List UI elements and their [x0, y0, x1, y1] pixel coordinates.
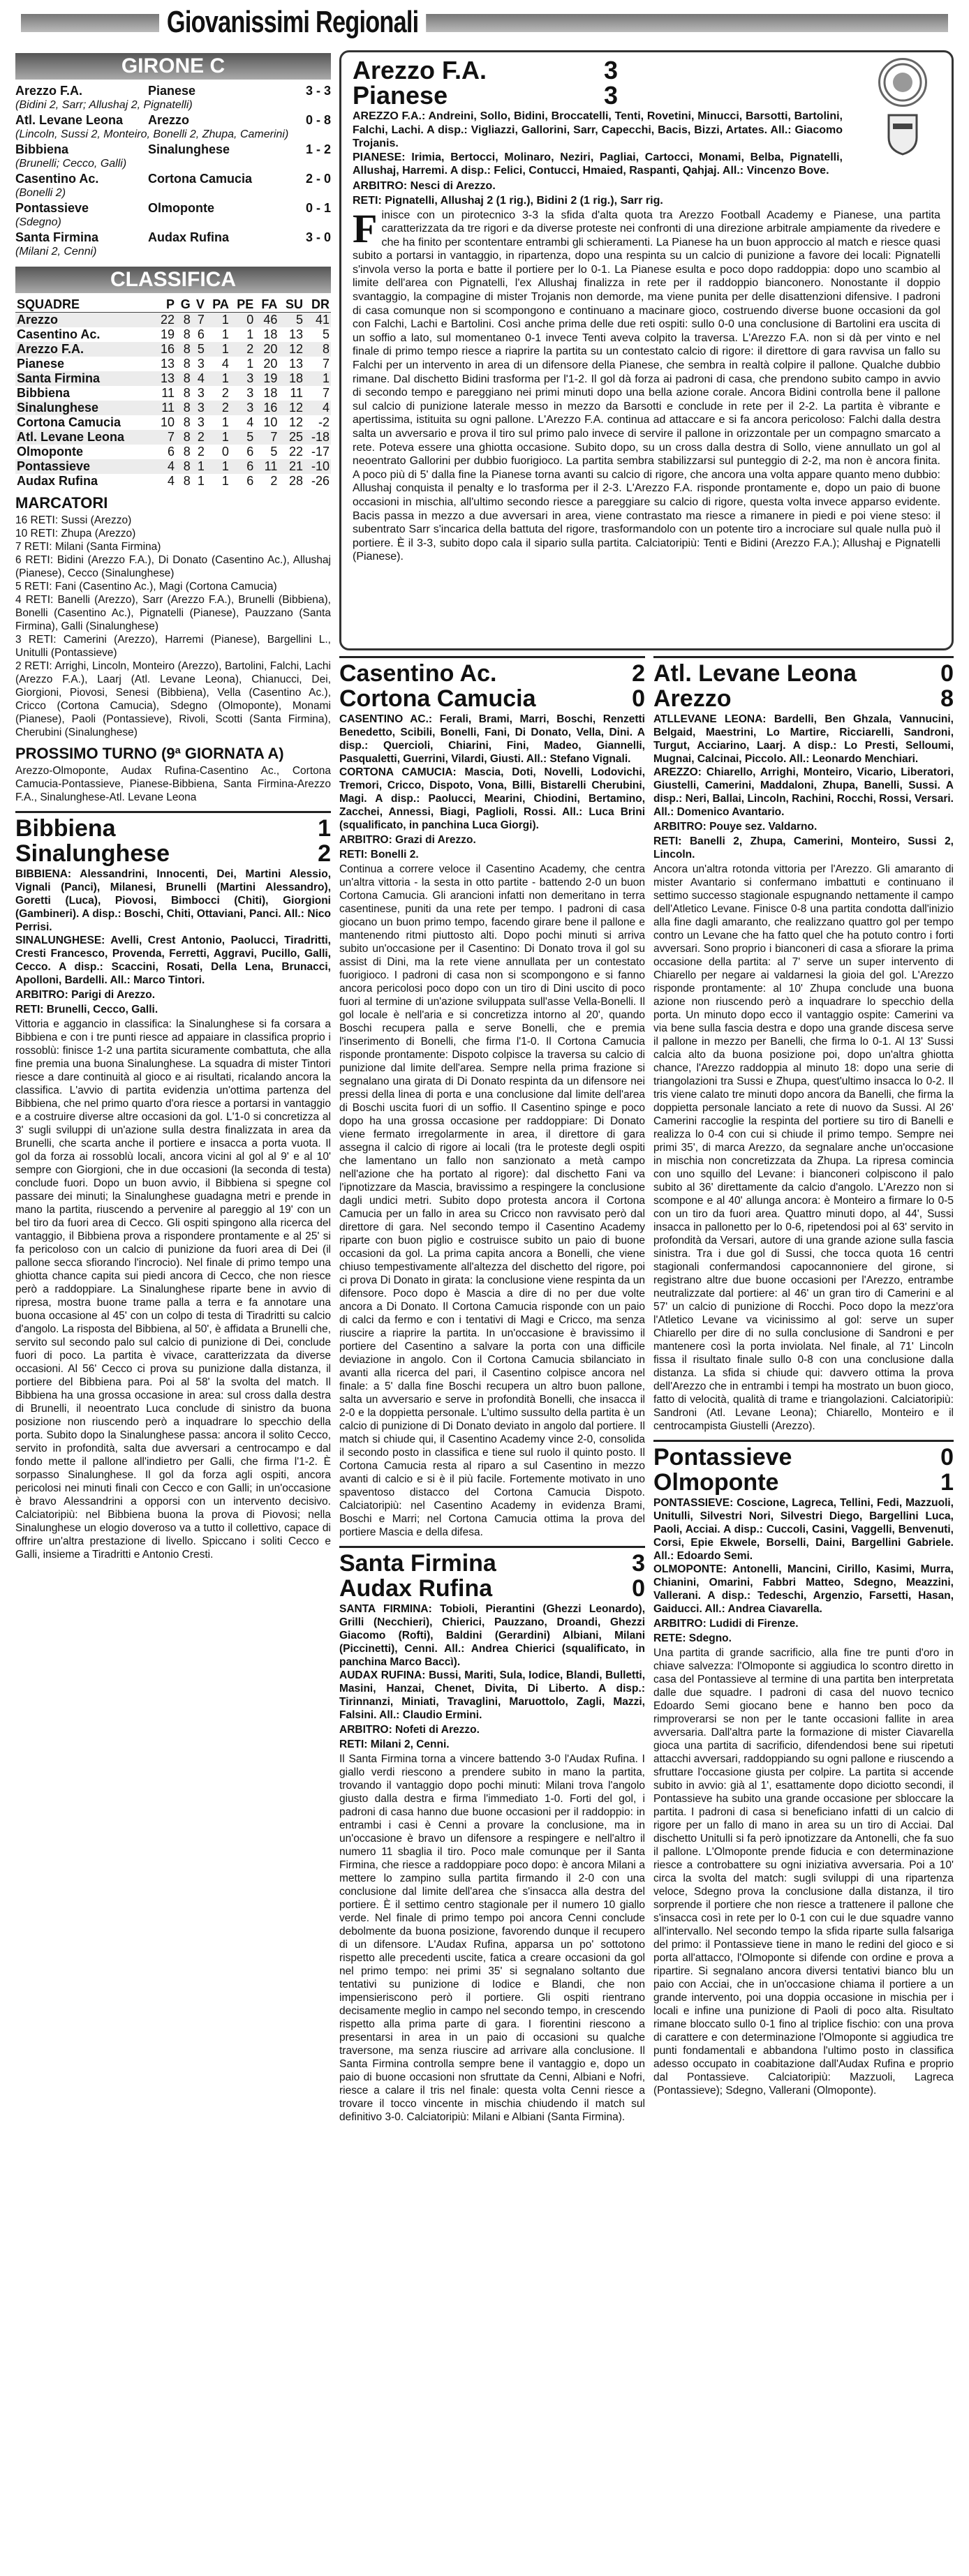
- scorers: (Bonelli 2): [15, 187, 66, 199]
- stat-cell: 28: [288, 474, 303, 488]
- stat-cell: 10: [263, 415, 278, 429]
- stat-cell: 8: [304, 342, 331, 357]
- stat-cell: 7: [322, 357, 330, 371]
- stat-cell: 10: [160, 415, 175, 429]
- score: 0 - 1: [305, 201, 331, 215]
- home-team: Atl. Levane Leona: [653, 660, 857, 687]
- match-bibbiena: [15, 811, 331, 1561]
- standings-row: [15, 459, 331, 474]
- stat-cell: 7: [255, 430, 279, 445]
- away-score: 1: [940, 1469, 954, 1496]
- match-report: inisce con un pirotecnico 3-3 la sfida d'alta quota tra Arezzo Football Academy e Pianese, una partita caratterizzata da tre rigori e da diverse proteste nei confronti di una direzione arbitrale ampiamente da rivedere e che ha finito per scontentare entrambi gli schieramenti. La Pianese ha un buon approccio al match e riesce quasi subito a portarsi in vantaggio, in ripartenza, dopo una respinta su un calcio di punizione a favore dei locali: Pignatelli s'invola verso la porta e batte il portiere per lo 0-1. La Pianese esulta e poco dopo raddoppia: dopo uno scambio al limite dell'area con Pignatelli, l'ex Allushaj finalizza in rete per il raddoppio bianconero. Nonostante il doppio svantaggio, la compagine di mister Trojanis non demorde, ma viene punita per delle disattenzioni difensive. I padroni di casa comunque non si scompongono e continuano a macinare gioco, costruendo diverse buone occasioni da gol con Falchi, Lachi e Bartolini. Così anche prima delle due reti ospiti: sullo 0-0 una conclusione di Bartolini era uscita di un soffio a lato, sul momentaneo 0-1 invece Tenti aveva colpito la traversa. L'Arezzo F.A. non si dà per vinto e nel finale di primo tempo riesce a riaprire la partita su un contestato calcio di rigore: il direttore di gara ravvisa un fallo su Falchi per un intervento in area di un difensore della Pianese, che sembra in realtà colpire il pallone. Qualche dubbio rimane. Dal dischetto Bidini trasforma per l'1-2. Il gol dà forza ai padroni di casa, che prendono subito campo in avvio di secondo tempo e pareggiano nei primi minuti dopo una bella azione corale. Ancora Bidini controlla bene il pallone sul calcio di punizione laterale messo in mezzo da Barsotti e conclude in rete per il 2-2. La partita è vibrante e apertissima, istituita su ogni pallone. L'Arezzo F.A. continua ad attaccare e si fa ancora pericoloso: Falchi dalla destra salta un avversario e prova il tiro sul primo palo invece di servire il pallone in orizzontale per un compagno smarcato a rete. Poteva essere una ghiotta occasione. Subito dopo, su un cross dalla destra di Sollo, viene annullato un gol al neoentrato Gallorini per dubbio fuorigioco. La partita sembra stabilizzarsi sul punteggio di 2-2, ma non è ancora finita. A poco più di 5' dalla fine la Pianese torna avanti su calcio di rigore, che ancora una volta appare quanto meno dubbio: Allushaj conquista il penalty e lo trasforma per il 2-3. L'Arezzo F.A. risponde prontamente e, dopo un paio di buone occasioni in mischia, all'ultimo secondo riesce a pareggiare su calcio di rigore, questa volta invece apparso evidente. Bacis passa in mezzo a due avversari in area, viene contrastato ma riesce a rimanere in piedi e poi viene steso: il subentrato Sarr s'incarica della battuta del rigore, trasformandolo con un potente tiro a incrociare sul quale nulla può il portiere. È il 3-3, subito dopo cala il sipario sulla partita. Calciatoripiù: Tenti e Bidini (Arezzo F.A.); Allushaj e Pignatelli (Pianese).: [353, 209, 940, 563]
- stat-cell: 8: [176, 371, 192, 386]
- stat-cell: 4: [221, 357, 229, 371]
- standings-row: [15, 430, 331, 445]
- referee: ARBITRO: Nofeti di Arezzo.: [339, 1724, 480, 1736]
- away-score: 8: [940, 685, 954, 712]
- away-team: Olmoponte: [653, 1469, 779, 1496]
- away-team: Audax Rufina: [339, 1575, 493, 1602]
- home-team: Santa Firmina: [15, 230, 99, 244]
- result-row: [15, 172, 331, 186]
- stat-cell: 5: [270, 445, 278, 459]
- team-name: Arezzo F.A.: [15, 342, 155, 357]
- standings-row: [15, 313, 331, 328]
- stat-cell: 3: [230, 401, 255, 415]
- goals: RETI: Brunelli, Cecco, Galli.: [15, 1004, 158, 1015]
- stat-cell: 12: [279, 401, 304, 415]
- stat-cell: 20: [263, 357, 278, 371]
- score: 3 - 0: [305, 230, 331, 244]
- result-scorers-row: [15, 245, 331, 260]
- stat-cell: 25: [279, 430, 304, 445]
- away-team: Sinalunghese: [148, 142, 230, 156]
- team-name: Sinalunghese: [15, 401, 155, 415]
- away-score: 3: [603, 81, 618, 110]
- standings-row: [15, 371, 331, 386]
- home-team: Pontassieve: [15, 201, 89, 215]
- standings-row: [15, 357, 331, 371]
- team-name: Bibbiena: [17, 386, 71, 400]
- stat-cell: 4: [192, 371, 206, 386]
- home-team: Bibbiena: [15, 142, 69, 156]
- match-pontassieve: [653, 1440, 954, 2097]
- standings-header: PA: [206, 297, 230, 313]
- stat-cell: 5: [322, 327, 330, 341]
- goals: RETE: Sdegno.: [653, 1632, 732, 1644]
- referee: ARBITRO: Parigi di Arezzo.: [15, 989, 156, 1001]
- stat-cell: -26: [311, 474, 330, 488]
- home-team: Pontassieve: [653, 1444, 792, 1471]
- standings-header: P: [155, 297, 176, 313]
- referee: ARBITRO: Grazi di Arezzo.: [339, 834, 476, 846]
- standings-table: [15, 297, 331, 489]
- result-scorers-row: [15, 98, 331, 113]
- stat-cell: 18: [263, 386, 278, 400]
- stat-cell: 13: [288, 357, 303, 371]
- referee: ARBITRO: Ludidi di Firenze.: [653, 1618, 799, 1630]
- scorers: (Bidini 2, Sarr; Allushaj 2, Pignatelli): [15, 99, 193, 111]
- middle-column: [339, 656, 645, 2568]
- girone-title: GIRONE C: [15, 53, 331, 80]
- result-scorers-row: [15, 157, 331, 172]
- stat-cell: 16: [155, 342, 176, 357]
- stat-cell: 1: [206, 371, 230, 386]
- stat-cell: 13: [155, 371, 176, 386]
- standings-row: [15, 342, 331, 357]
- stat-cell: 13: [288, 327, 303, 341]
- score: 2 - 0: [305, 172, 331, 186]
- match-report: Ancora un'altra rotonda vittoria per l'Arezzo. Gli amaranto di mister Avantario si confermano imbattuti e continuano il settimo successo stagionale espugnando nettamente il campo dell'Atletico Levane. Finisce 0-8 una partita condotta dall'inizio alla fine dagli amaranto, che realizzano quattro gol per tempo contro un Levane che ha fatto quel che ha potuto contro i forti avversari. Sono proprio i bianconeri di casa a sfiorare la prima occasione della partita: al 7' serve un super intervento di Chiarello per negare ai valdarnesi la gioia del gol. L'Arezzo risponde prontamente: al 10' Zhupa conclude una buona azione non riuscendo però a inquadrare lo specchio della porta. Un minuto dopo ecco il vantaggio ospite: Camerini va via bene sulla fascia destra e dopo una grande discesa serve il pallone in mezzo per Banelli, che firma lo 0-1. Al 13' Sussi calcia alto da buona posizione poi, dopo un'altra ghiotta chance, l'Arezzo raddoppia al minuto 18: dopo una serie di triangolazioni tra Sussi e Zhupa, quest'ultimo insacca lo 0-2. Il tris viene calato tre minuti dopo ancora da Banelli, che firma la doppietta personale lanciato a rete di nuovo da Sussi. Al 26' Camerini raccoglie la respinta del portiere su tiro di Banelli e realizza lo 0-4 con cui si chiude il primo tempo. Sempre nei primi 35', di marca Arezzo, da segnalare anche un'occasione in mischia non concretizzata da Zhupa. La ripresa comincia con uno squillo del Levane: i bianconeri colpiscono il palo subito al 36' direttamente da calcio d'angolo. L'Arezzo non si scompone e al 40' allunga ancora: è Monteiro a firmare lo 0-5 con un tiro da fuori area. Quattro minuti dopo, al 44', Sussi insacca in pallonetto per lo 0-6, ripetendosi poi al 63' servito in profondità da Versari, autore di una grande azione sulla fascia sinistra. Tra i due gol di Sussi, che tocca quota 16 centri stagionali confermandosi capocannoniere del girone, si registrano altre due buone occasioni per l'Arezzo, entrambe neutralizzate dal portiere: al 46' un gran tiro di Camerini e al 57' un calcio di punizione di Rocchi. Poco dopo la mezz'ora l'Atletico Levane va vicinissimo al gol: serve un super Chiarello per dire di no sulla conclusione di Sandroni e per mantenere così la porta inviolata. Nel finale, al 71' Lincoln fissa il risultato finale sullo 0-8 con una conclusione dalla distanza. La sfida si chiude qui: davvero ottima la prova dell'Arezzo che in entrambi i tempi ha mostrato un buon gioco, fatto di velocità, qualità di trame e triangolazioni. Calciatoripiù: Sandroni (Atl. Levane Leona); Chiarello, Monteiro e il centrocampista Giustelli (Arezzo).: [653, 863, 954, 1432]
- team-name: Cortona Camucia: [17, 415, 121, 429]
- stat-cell: 5: [230, 430, 255, 445]
- stat-cell: 4: [167, 474, 175, 488]
- standings-row: [15, 474, 331, 489]
- stat-cell: 4: [246, 415, 254, 429]
- stat-cell: 41: [304, 313, 331, 328]
- marcatori-title: MARCATORI: [15, 494, 108, 512]
- match-report: Continua a correre veloce il Casentino Academy, che centra un'altra vittoria - la sesta in otto partite - battendo 2-0 un buon Cortona Camucia. Gli arancioni infatti non demeritano in terra casentinese, puniti da una rete per tempo. I padroni di casa giocano un buon primo tempo, facendo girare bene il pallone e mantenendo ritmi piuttosto alti. Dopo pochi minuti si arriva subito un'occasione per il Casentino: Di Donato trova il gol su assist di Dini, ma la rete viene annullata per un contestato fuorigioco. I padroni di casa non si scompongono e si fanno ancora pericolosi poco dopo con un tiro di Dini uscito di poco fuori al termine di un'azione sviluppata sull'asse Vella-Bonelli. Il gol locale è nell'aria e si concretizza intorno al 20', quando Boschi recupera palla e serve Bonelli, che e premia l'inserimento di Bonelli, che firma l'1-0. Il Cortona Camucia risponde prontamente: Dispoto colpisce la traversa su calcio di punizione dal limite dell'area. Sempre nella prima frazione si segnalano una girata di Di Donato respinta da un difensore nei pressi della linea di porta e una conclusione dal limite dell'area di Boschi uscita fuori di un soffio. Il Casentino spinge e poco dopo ha una grossa occasione per raddoppiare: Di Donato viene fermato irregolarmente in area, il direttore di gara assegna il calcio di rigore ai locali (tra le proteste degli ospiti che lamentano un fallo non sanzionato a metà campo nell'azione che ha portato al rigore): dal dischetto Fani va l'ipnotizzare da Mascia, bravissimo a respingere la conclusione dagli undici metri. Subito dopo protesta ancora il Cortona Camucia per un fallo in area su Cricco non ravvisato però dal direttore di gara. Nel secondo tempo il Casentino Academy riparte con buon piglio e costruisce subito un paio di buone occasioni da gol. La prima capita ancora a Bonelli, che viene chiuso tempestivamente all'altezza del dischetto del rigore, poi ci prova Di Donato in girata: la conclusione viene respinta da un difensore. Poco dopo è Mascia a dire di no per due volte ancora a Di Donato. Il Cortona Camucia risponde con un paio di calci da fermo e con i tentativi di Magi e Cricco, ma senza riuscire a riaprire la partita. In un'occasione è bravissimo il portiere del Casentino a salvare la porta con una difficile deviazione in angolo. Con il Cortona Camucia sbilanciato in avanti alla ricerca del pari, il Casentino colpisce ancora nel finale: a 5' dalla fine Boschi recupera un altro buon pallone, salta un avversario e serve in profondità Bonelli, che insacca il 2-0 e la doppietta personale. L'ultimo sussulto della partita è un calcio di punizione di Di Donato deviato in angolo dal portiere. Il match si chiude qui, il Casentino Academy vince 2-0, consolida il secondo posto in classifica e tiene sul ruolo il quinto posto. Il Cortona Camucia resta al riparo a sul Casentino in mezzo avanti di calcio e si è il più facile. Fortemente motivato in uno spaventoso distacco del Cortona Camucia Dispoto. Calciatoripiù: nel Casentino Academy in evidenza Brami, Boschi e Marri; nel Cortona Camucia ottima la prova del portiere Mascia e della difesa.: [339, 863, 645, 1538]
- stat-cell: 7: [155, 430, 176, 445]
- stat-cell: 19: [160, 327, 175, 341]
- home-score: 3: [603, 56, 618, 84]
- referee: ARBITRO: Nesci di Arezzo.: [353, 179, 496, 192]
- marcatori-list: 16 RETI: Sussi (Arezzo) 10 RETI: Zhupa (Arezzo) 7 RETI: Milani (Santa Firmina) 6 RETI: Bidini (Arezzo F.A.), Di Donato (Casentino Ac.), Allushaj (Pianese), Cecco (Sinalunghese) 5 RETI: Fani (Casentino Ac.), Magi (Cortona Camucia) 4 RETI: Banelli (Arezzo), Sarr (Arezzo F.A.), Brunelli (Bibbiena), Bonelli (Casentino Ac.), Pignatelli (Pianese), Pauzzano (Santa Firmina), Galli (Sinalunghese) 3 RETI: Camerini (Arezzo), Harremi (Pianese), Bargellini L., Unitulli (Pontassieve) 2 RETI: Arrighi, Lincoln, Monteiro (Arezzo), Bartolini, Falchi, Lachi (Arezzo F.A.), Laarj (Atl. Levane Leona), Chianucci, Dei, Giorgioni, Piovosi, Senesi (Bibbiena), Vella (Casentino Ac.), Cricco (Cortona Camucia), Sdegno (Olmoponte), Monami (Pianese), Paoli (Pontassieve), Rivoli, Scotti (Santa Firmina), Cherubini (Sinalunghese): [15, 514, 331, 738]
- standings-header: FA: [255, 297, 279, 313]
- away-team: Olmoponte: [148, 201, 214, 215]
- stat-cell: 3: [192, 401, 206, 415]
- stat-cell: 2: [221, 386, 229, 400]
- result-row: [15, 201, 331, 216]
- stat-cell: 1: [221, 415, 229, 429]
- pianese-logo: [886, 112, 919, 156]
- stat-cell: 0: [221, 445, 229, 459]
- stat-cell: 20: [255, 342, 279, 357]
- stat-cell: 6: [246, 445, 254, 459]
- standings-header: PE: [230, 297, 255, 313]
- goals: RETI: Banelli 2, Zhupa, Camerini, Monteiro, Sussi 2, Lincoln.: [653, 835, 954, 861]
- stat-cell: 12: [279, 342, 304, 357]
- stat-cell: 11: [255, 459, 279, 474]
- stat-cell: 2: [206, 401, 230, 415]
- standings-header: SU: [279, 297, 304, 313]
- home-team: Arezzo F.A.: [353, 56, 487, 84]
- lineups: CASENTINO AC.: Ferali, Brami, Marri, Boschi, Renzetti Benedetto, Scibili, Bonelli, Fani, Di Donato, Vella, Dini. A disp.: Quercioli, Chiarini, Fini, Madeo, Giannelli, Pasqualetti, Guerrini, Vilardi, Giusti. All.: Stefano Vignali. CORTONA CAMUCIA: Mascia, Doti, Novelli, Lodovichi, Tremori, Cricco, Dispoto, Vona, Billi, Bistarelli Cherubini, Magi. A disp.: Paolucci, Mearini, Chiodini, Bertamino, Zacchei, Annessi, Biagi, Paglioli, Rossi. All.: Luca Brini (squalificato, in panchina Luca Giorgi).: [339, 713, 645, 831]
- stat-cell: 18: [279, 371, 304, 386]
- standings-row: [15, 327, 331, 342]
- standings-header: DR: [304, 297, 331, 313]
- referee: ARBITRO: Pouye sez. Valdarno.: [653, 821, 818, 833]
- stat-cell: 46: [255, 313, 279, 328]
- away-team: Pianese: [353, 81, 448, 110]
- right-column: [653, 656, 954, 2568]
- prossimo-title: PROSSIMO TURNO (9ª GIORNATA A): [15, 745, 284, 762]
- result-scorers-row: [15, 216, 331, 230]
- stat-cell: 7: [192, 313, 206, 328]
- stat-cell: 4: [155, 459, 176, 474]
- stat-cell: 5: [192, 342, 206, 357]
- away-team: Audax Rufina: [148, 230, 230, 244]
- home-team: Bibbiena: [15, 815, 116, 842]
- away-team: Arezzo: [653, 685, 732, 712]
- result-row: [15, 113, 331, 128]
- stat-cell: 1: [206, 430, 230, 445]
- team-name: Atl. Levane Leona: [15, 430, 155, 445]
- standings-header: G: [176, 297, 192, 313]
- home-score: 0: [940, 1444, 954, 1471]
- stat-cell: 19: [255, 371, 279, 386]
- home-team: Santa Firmina: [339, 1550, 496, 1577]
- match-levane: [653, 656, 954, 1433]
- stat-cell: 3: [246, 386, 254, 400]
- stat-cell: 2: [192, 430, 206, 445]
- team-name: Pontassieve: [15, 459, 155, 474]
- scorers: (Brunelli; Cecco, Galli): [15, 158, 127, 170]
- home-score: 0: [940, 660, 954, 687]
- standings-row: [15, 415, 331, 430]
- left-column: [15, 50, 331, 2563]
- stat-cell: 1: [246, 357, 254, 371]
- scorers: (Sdegno): [15, 216, 61, 228]
- match-report: Il Santa Firmina torna a vincere battendo 3-0 l'Audax Rufina. I giallo verdi riescono a prendere subito in mano la partita, trovando il vantaggio dopo pochi minuti: Milani trova l'angolo giusto dalla destra e firma l'immediato 1-0. Forti del gol, i padroni di casa hanno due buone occasioni per il raddoppio: in entrambi i casi è Cenni a provare la conclusione, ma in un'occasione è bravo un difensore a respingere e nell'altro il numero 11 sbaglia il tiro. Poco male comunque per il Santa Firmina, che riesce a raddoppiare poco dopo: è ancora Milani a mettere lo zampino sulla partita firmando il 2-0 con una conclusione dal limite dell'area che s'insacca alla destra del portiere. È il settimo centro stagionale per il numero 10 giallo verde. Nel finale di primo tempo poi ancora Cenni conclude debolmente da buona posizione, favorendo dunque il recupero di un difensore. L'Audax Rufina, apparsa un po' sottotono rispetto alle precedenti uscite, fatica a creare occasioni da gol nel primo tempo: nei primi 35' si segnalano soltanto due tentativi su punizione di Iodice e Blandi, che non impensieriscono però il portiere. Gli ospiti rientrano decisamente meglio in campo nel secondo tempo, in crescendo rispetto alla prima parte di gara. I fiorentini riescono a presentarsi in area in un paio di occasioni su qualche traversone, ma senza riuscire ad arrivare alla conclusione. Il Santa Firmina controlla sempre bene il vantaggio e, dopo un paio di buone occasioni non sfruttate da Cenni, Albiani e Nofri, riesce a calare il tris nel finale: questa volta Cenni riesce a trovare il tocco vincente in mischia chiudendo il match sul definitivo 3-0. Calciatoripiù: Milani e Albiani (Santa Firmina).: [339, 1753, 645, 2123]
- stat-cell: 8: [176, 459, 192, 474]
- result-row: [15, 142, 331, 157]
- stat-cell: 18: [263, 327, 278, 341]
- drop-cap: F: [353, 205, 378, 251]
- away-team: Cortona Camucia: [148, 172, 253, 186]
- stat-cell: 1: [192, 459, 206, 474]
- stat-cell: 6: [167, 445, 175, 459]
- home-team: Casentino Ac.: [339, 660, 497, 687]
- standings-row: [15, 445, 331, 459]
- stat-cell: 1: [206, 459, 230, 474]
- result-row: [15, 230, 331, 245]
- result-scorers-row: [15, 128, 331, 142]
- results-table: [15, 84, 331, 260]
- match-report: Vittoria e aggancio in classifica: la Sinalunghese si fa corsara a Bibbiena e con i tre punti riesce ad appaiare in classifica proprio i rossoblù: finisce 1-2 una partita sicuramente combattuta, che alla fine premia una buona Sinalunghese. La squadra di mister Tintori riesce a dare continuità al gioco e ai risultati, ricalando ancora la classifica. L'avvio di partita evidenzia un'ottima partenza del Bibbiena, che nel primo quarto d'ora riesce a portarsi in vantaggio e a costruire diverse altre occasioni da gol. L'1-0 si concretizza al 3' sugli sviluppi di un'azione sulla destra finalizzata in area da Brunelli, che scarta anche il portiere e insacca a porta vuota. Il gol da forza ai rossoblù locali, ancora vicini al gol al 9' e al 10' sempre con Giorgioni, che in due occasioni (la seconda di testa) conclude fuori. Dopo un buon avvio, il Bibbiena si spegne col passare dei minuti; la Sinalunghese guadagna metri e prende in mano la partita, riuscendo a pervenire al pareggio al 19' con un bel tiro da fuori area di Cecco. Gli ospiti spingono alla ricerca del vantaggio, il Bibbiena prova a rispondere prontamente e al 25' si fa pericoloso con un calcio di punizione da fuori area di Dei (il pallone secca sfiorando l'incrocio). Nel finale di primo tempo una ghiotta chance capita sui piedi ancora di Cecco, che non riesce però a raddoppiare. La Sinalunghese riparte bene in avvio di ripresa, mostra buone trame palla a terra e fa annotare una buona occasione al 45' con un colpo di testa di Tiradritti su calcio d'angolo. La risposta del Bibbiena, al 50', è affidata a Brunelli che, servito sul secondo palo sul calcio di punizione di Dei, conclude fuori di poco. La partita è vivace, caratterizzata da diverse occasioni. Al 56' Cecco ci prova su punizione dalla distanza, il portiere del Bibbiena para. Poi al 58' la svolta del match. Il Bibbiena ha una grossa occasione in area: sul cross dalla destra di Brunelli, il neoentrato Luca conclude di sinistro da buona posizione non riuscendo però a inquadrare lo specchio della porta. Subito dopo la Sinalunghese passa: ancora il solito Cecco, servito in profondità, salta due avversari a centrocampo e dal fondo mette il pallone all'indietro per Galli, che firma l'1-2. È sorpasso Sinalunghese. Il gol da forza agli ospiti, ancora pericolosi nei minuti finali con Cecco e con Galli; in un'occasione è bravo Alessandrini a opporsi con un intervento decisivo. Calciatoripiù: nel Bibbiena buona la prova di Piovosi; nella Sinalunghese un elogio doveroso va a tutto il collettivo, capace di offrire un'altra prestazione di livello. Spiccano i soliti Cecco e Galli, insieme a Tiradritti e Antonio Cresti.: [15, 1018, 331, 1561]
- stat-cell: 21: [279, 459, 304, 474]
- score: 1 - 2: [305, 142, 331, 156]
- goals: RETI: Milani 2, Cenni.: [339, 1739, 450, 1750]
- lineups: AREZZO F.A.: Andreini, Sollo, Bidini, Broccatelli, Tenti, Rovetini, Minucci, Barsotti, Bartolini, Falchi, Lachi. A disp.: Vigliazzi, Gallorini, Sarr, Capecchi, Bacis, Bizzi, Artates. All.: Giacomo Trojanis. PIANESE: Irimia, Bertocci, Molinaro, Neziri, Pagliai, Cartocci, Monami, Belba, Pignatelli, Allushaj, Harremi. A disp.: Felici, Contucci, Hmaied, Raspanti, Qahjaj. All.: Vincenzo Bove.: [353, 110, 843, 177]
- featured-match-box: [339, 50, 954, 650]
- home-score: 1: [318, 815, 331, 842]
- stat-cell: 3: [197, 357, 205, 371]
- lineups: ATLLEVANE LEONA: Bardelli, Ben Ghzala, Vannucini, Belgaid, Maestrini, Lo Martire, Ricciarelli, Sandroni, Turgut, Acciarino, Laarj. A disp.: Lo Presti, Selloumi, Mugnai, Calcinai, Piccolo. All.: Leonardo Menchiari. AREZZO: Chiarello, Arrighi, Monteiro, Vicario, Liberatori, Giustelli, Camerini, Maddaloni, Zhupa, Banelli, Sussi. A disp.: Neri, Ballai, Lincoln, Rachini, Rocchi, Rossi, Versari. All.: Domenico Avantario.: [653, 713, 954, 818]
- stat-cell: 7: [322, 386, 330, 400]
- team-name: Arezzo: [15, 313, 155, 328]
- standings-row: [15, 386, 331, 401]
- goals: RETI: Pignatelli, Allushaj 2 (1 rig.), Bidini 2 (1 rig.), Sarr rig.: [353, 194, 663, 207]
- standings-row: [15, 401, 331, 415]
- standings-header: SQUADRE: [15, 297, 155, 313]
- stat-cell: 8: [183, 386, 191, 400]
- stat-cell: 2: [230, 342, 255, 357]
- stat-cell: 8: [183, 357, 191, 371]
- score: 3 - 3: [305, 84, 331, 98]
- stat-cell: 0: [230, 313, 255, 328]
- stat-cell: 1: [206, 342, 230, 357]
- stat-cell: 8: [183, 474, 191, 488]
- match-santafirmina: [339, 1546, 645, 2124]
- stat-cell: 8: [183, 415, 191, 429]
- away-score: 0: [632, 685, 645, 712]
- scorers: (Milani 2, Cenni): [15, 246, 97, 258]
- stat-cell: -17: [311, 445, 330, 459]
- stat-cell: 1: [221, 474, 229, 488]
- lineups: PONTASSIEVE: Coscione, Lagreca, Tellini, Fedi, Mazzuoli, Unitulli, Silvestri Nori, Silvestri Diego, Bargellini Luca, Paoli, Acciai. A disp.: Cuccoli, Casini, Vaggelli, Benvenuti, Corsi, Epie Ekwele, Borselli, Daini, Bargellini Gabriele. All.: Edoardo Semi. OLMOPONTE: Antonelli, Mancini, Cirillo, Kasimi, Murra, Chianini, Omarini, Fabbri Matteo, Sdegno, Meazzini, Vallerani. A disp.: Tedeschi, Argenzio, Farsetti, Hasan, Gaiducci. All.: Andrea Ciavarella.: [653, 1497, 954, 1615]
- stat-cell: 13: [160, 357, 175, 371]
- page-header: [0, 0, 969, 43]
- away-team: Pianese: [148, 84, 196, 98]
- away-team: Arezzo: [148, 113, 190, 127]
- team-name: Olmoponte: [17, 445, 83, 459]
- home-team: Casentino Ac.: [15, 172, 99, 186]
- stat-cell: 3: [197, 386, 205, 400]
- classifica-title: CLASSIFICA: [15, 267, 331, 293]
- result-row: [15, 84, 331, 98]
- team-name: Pianese: [17, 357, 65, 371]
- goals: RETI: Bonelli 2.: [339, 849, 419, 861]
- away-score: 2: [318, 840, 331, 867]
- stat-cell: 1: [221, 327, 229, 341]
- stat-cell: 6: [246, 474, 254, 488]
- stat-cell: 8: [176, 342, 192, 357]
- team-name: Audax Rufina: [17, 474, 98, 488]
- home-team: Atl. Levane Leona: [15, 113, 124, 127]
- stat-cell: 4: [304, 401, 331, 415]
- stat-cell: 11: [155, 401, 176, 415]
- lineups: SANTA FIRMINA: Tobioli, Pierantini (Ghezzi Leonardo), Grilli (Necchieri), Chierici, Pauzzano, Droandi, Ghezzi Giacomo (Rofti), Baldini (Gerardini) Albiani, Milani (Piccinetti), Cenni. All.: Andrea Chierici (squalificato, in panchina Marco Baccì). AUDAX RUFINA: Bussi, Mariti, Sula, Iodice, Blandi, Bulletti, Masini, Hanzai, Chenet, Divita, Di Liberto. A disp.: Tirinnanzi, Miniati, Travaglini, Maruottolo, Zagli, Mazzi, Falsini. All.: Claudio Ermini.: [339, 1603, 645, 1721]
- stat-cell: 6: [197, 327, 205, 341]
- home-score: 3: [632, 1550, 645, 1577]
- arezzo-fa-logo: [878, 58, 927, 107]
- stat-cell: 6: [230, 459, 255, 474]
- stat-cell: 1: [206, 313, 230, 328]
- score: 0 - 8: [305, 113, 331, 127]
- stat-cell: 3: [230, 371, 255, 386]
- stat-cell: 1: [304, 371, 331, 386]
- page-title: Giovanissimi Regionali: [159, 3, 426, 42]
- stat-cell: -2: [318, 415, 330, 429]
- scorers: (Lincoln, Sussi 2, Monteiro, Bonelli 2, Zhupa, Camerini): [15, 128, 289, 140]
- away-team: Sinalunghese: [15, 840, 170, 867]
- stat-cell: -10: [304, 459, 331, 474]
- match-report: Una partita di grande sacrificio, alla fine tre punti d'oro in chiave salvezza: l'Olmoponte si aggiudica lo scontro diretto in casa del Pontassieve al termine di una partita ben interpretata dalle due squadre. I padroni di casa del nuovo tecnico Edoardo Semi giocano bene e hanno ben poco da rimproverarsi se non per le tante occasioni fallite in area avversaria. Dall'altra parte la formazione di mister Ciavarella gioca una partita di sacrificio, difendendosi bene sui ripetuti attacchi avversari, raddoppiando su ogni pallone e riuscendo a sfruttare l'occasione giusta per colpire. La partita si accende subito in avvio: già al 1', esattamente dopo diciotto secondi, il Pontassieve ha subito una grande occasione per sbloccare la partita. I padroni di casa si beneficiano infatti di un calcio di rigore per un fallo di mano in area su un tiro di Acciai. Dal dischetto Unitulli si fa però ipnotizzare da Antonelli, che fa suo il pallone. L'Olmoponte prende fiducia e con determinazione riesce a controbattere su ogni iniziativa avversaria. Poi a 10' circa la svolta del match: sugli sviluppi di una ripartenza veloce, Sdegno prova la conclusione dalla distanza, il tiro sorprende il portiere che non riesce a trattenere il pallone che s'insacca così in rete per lo 0-1 con cui le due squadre vanno all'intervallo. Nel secondo tempo la sfida riparte sulla falsariga del primo: il Pontassieve tiene in mano le redini del gioco e si porta all'attacco, l'Olmoponte si difende con ordine e prova a ripartire. Si segnalano ancora diversi tentativi bianco blu un paio con Acciai, che in un'occasione chiama il portiere a un grande intervento, poi una doppia occasione in mischia per i locali e infine una punizione di Paoli di poco alta. Risultato rimane bloccato sullo 0-1 fino al triplice fischio: con una prova di carattere e con determinazione l'Olmoponte si aggiudica tre punti fondamentali e abbandona l'ultimo posto in classifica adesso occupato in coabitazione dall'Audax Rufina e proprio dal Pontassieve. Calciatoripiù: Mazzuoli, Lagreca (Pontassieve); Sdegno, Vallerani (Olmoponte).: [653, 1647, 954, 2097]
- team-logos: [861, 58, 945, 156]
- away-team: Cortona Camucia: [339, 685, 536, 712]
- prossimo-text: Arezzo-Olmoponte, Audax Rufina-Casentino Ac., Cortona Camucia-Pontassieve, Pianese-Bibbiena, Santa Firmina-Arezzo F.A., Sinalunghese-Atl. Levane Leona: [15, 765, 331, 803]
- standings-header: V: [192, 297, 206, 313]
- away-score: 0: [632, 1575, 645, 1602]
- stat-cell: 16: [255, 401, 279, 415]
- stat-cell: 1: [246, 327, 254, 341]
- stat-cell: 11: [161, 386, 175, 400]
- stat-cell: 11: [290, 386, 303, 400]
- lineups: BIBBIENA: Alessandrini, Innocenti, Dei, Martini Alessio, Vignali (Panci), Milanesi, Brunelli (Martini Alessandro), Goretti (Luca), Piovosi, Bimbocci (Chiti), Giorgioni (Gambineri). A disp.: Boschi, Chiti, Ottaviani, Panci. All.: Nico Perrisi. SINALUNGHESE: Avelli, Crest Antonio, Paolucci, Tiradritti, Cresti Francesco, Provenda, Ferretti, Aggravi, Pucillo, Galli, Cecco. A disp.: Scaccini, Rosati, Della Lena, Brunacci, Apolloni, Bardelli. All.: Marco Tintori.: [15, 868, 331, 986]
- result-scorers-row: [15, 186, 331, 201]
- stat-cell: 12: [288, 415, 303, 429]
- stat-cell: 8: [183, 327, 191, 341]
- team-name: Casentino Ac.: [17, 327, 101, 341]
- team-name: Santa Firmina: [15, 371, 155, 386]
- stat-cell: 8: [176, 401, 192, 415]
- stat-cell: 2: [197, 445, 205, 459]
- stat-cell: 22: [155, 313, 176, 328]
- stat-cell: -18: [304, 430, 331, 445]
- stat-cell: 8: [176, 313, 192, 328]
- match-casentino: [339, 656, 645, 1539]
- stat-cell: 2: [270, 474, 278, 488]
- stat-cell: 5: [279, 313, 304, 328]
- stat-cell: 3: [197, 415, 205, 429]
- stat-cell: 8: [183, 445, 191, 459]
- stat-cell: 1: [197, 474, 205, 488]
- stat-cell: 22: [288, 445, 303, 459]
- stat-cell: 8: [176, 430, 192, 445]
- home-score: 2: [632, 660, 645, 687]
- home-team: Arezzo F.A.: [15, 84, 83, 98]
